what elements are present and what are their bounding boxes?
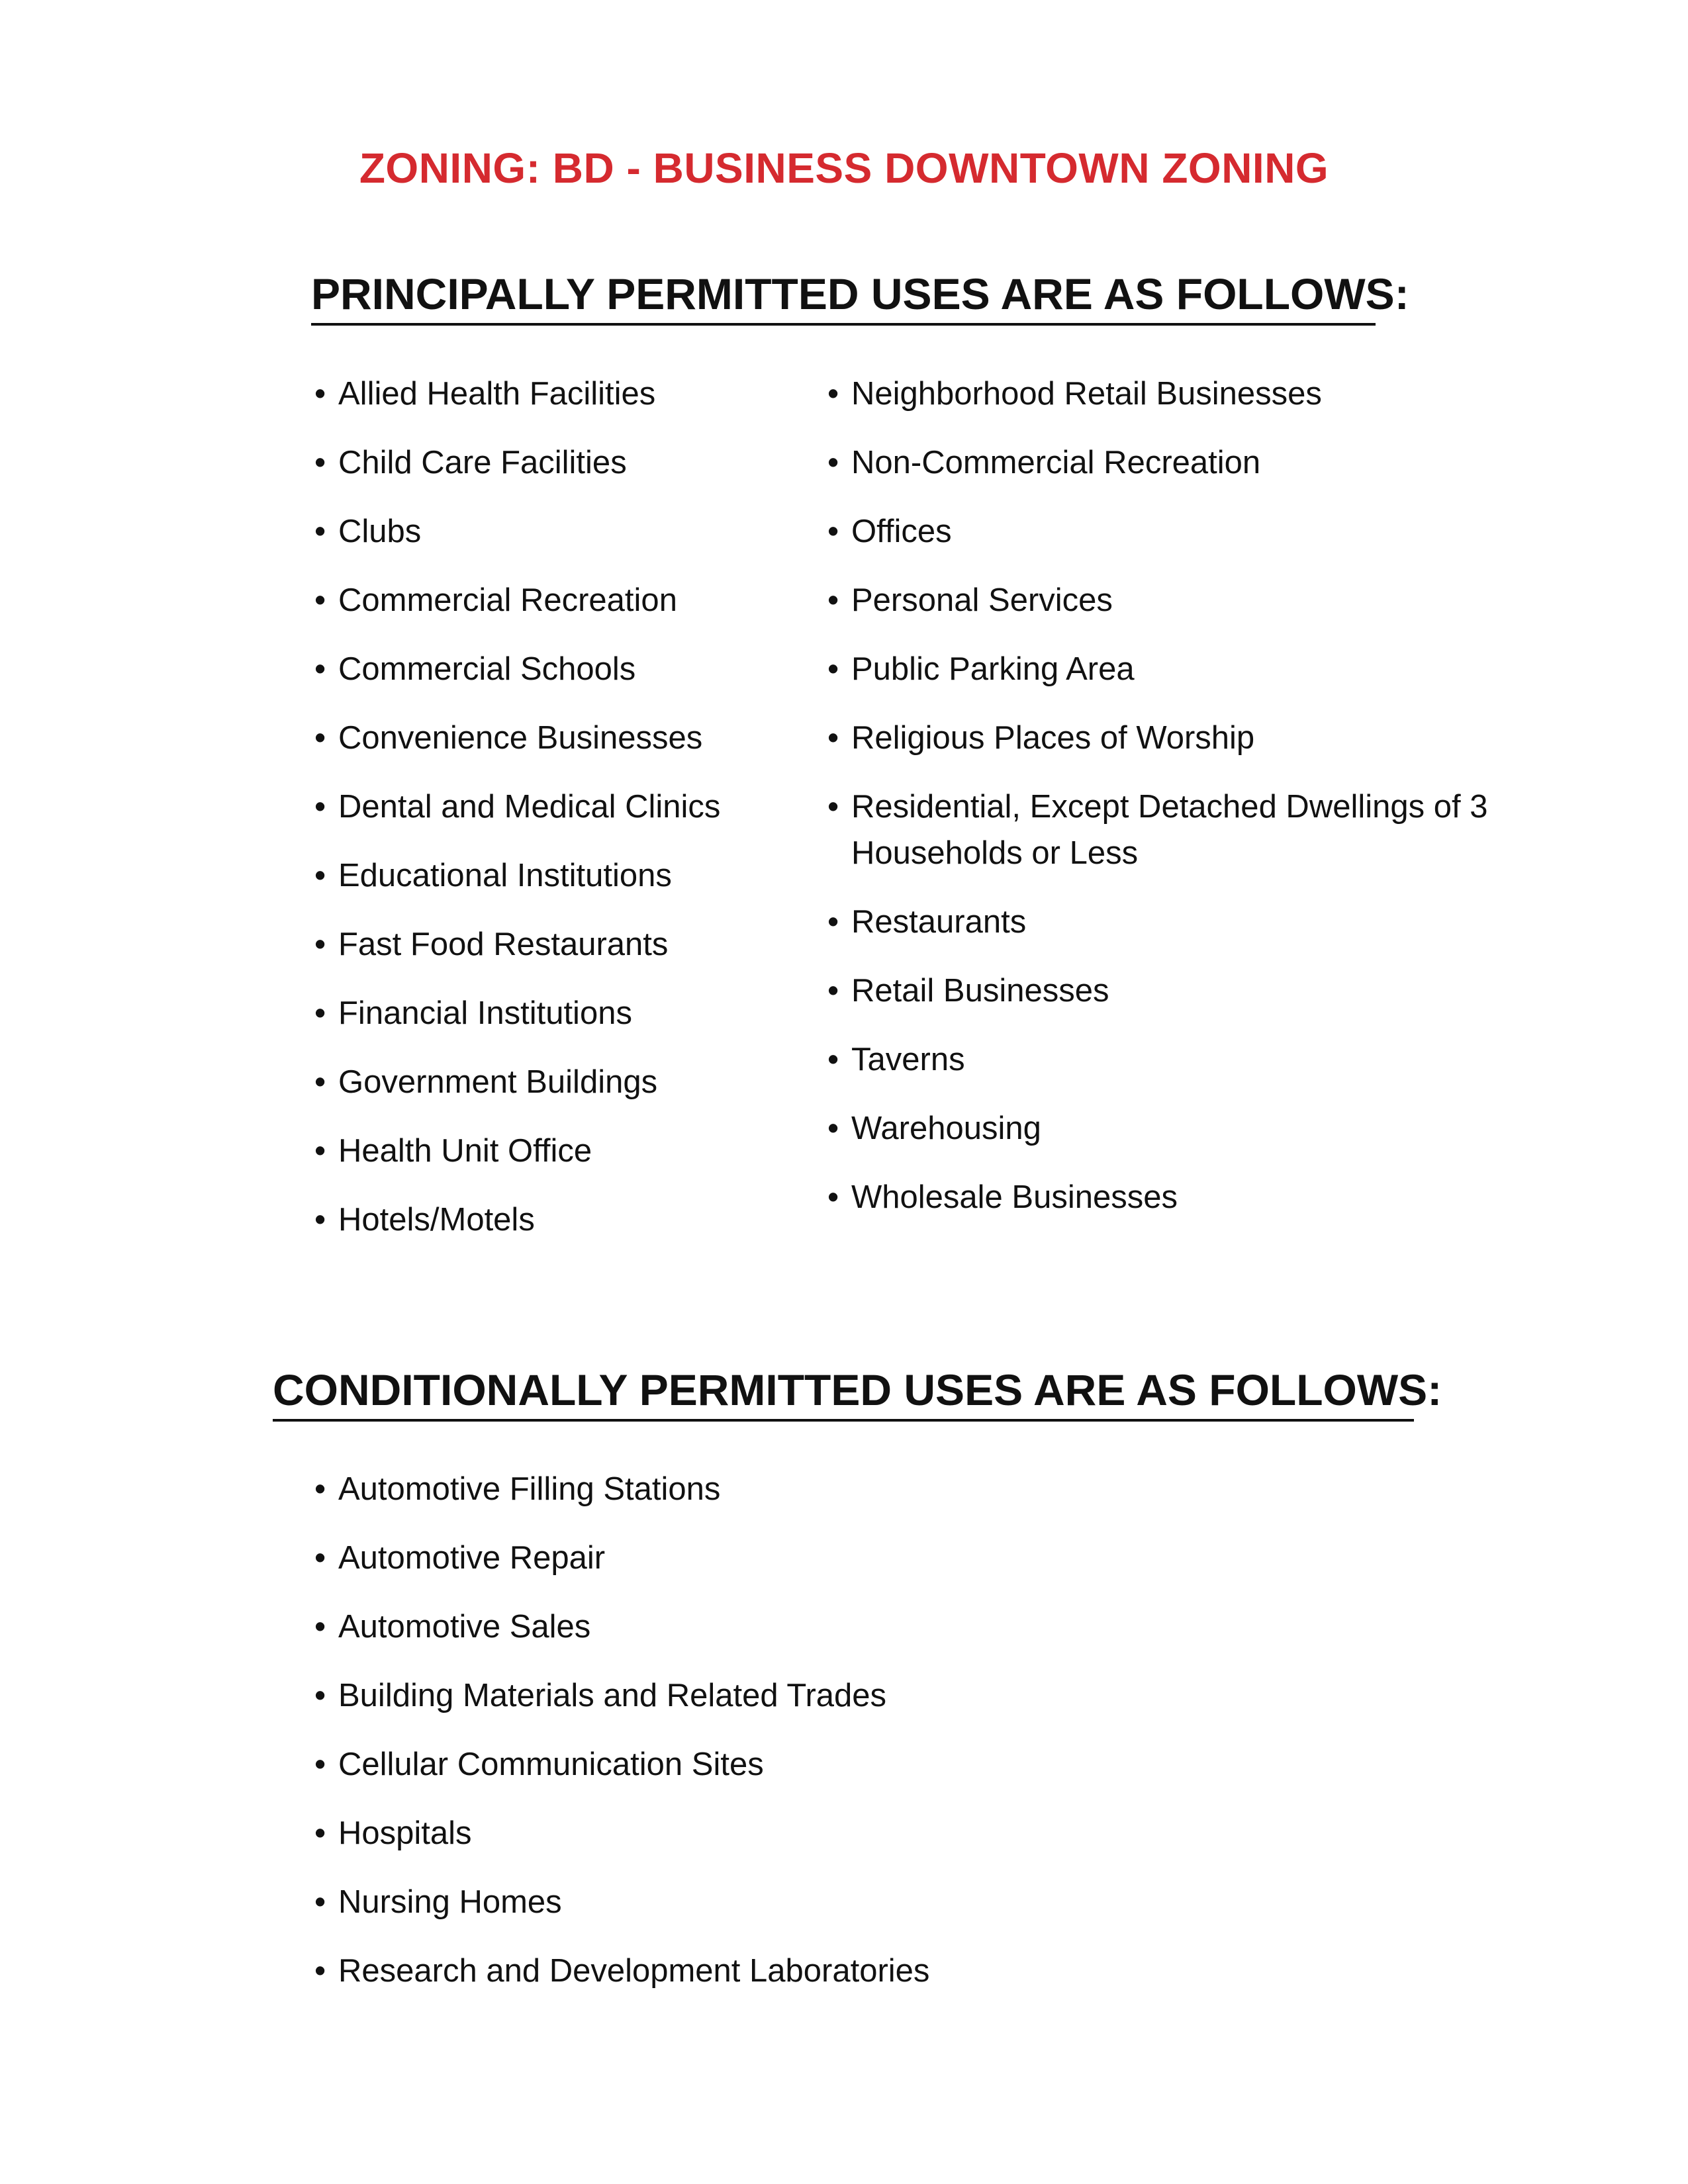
list-item: • Financial Institutions: [314, 990, 804, 1036]
bullet-icon: •: [827, 445, 839, 480]
list-item: • Automotive Sales: [314, 1604, 1109, 1650]
bullet-icon: •: [314, 927, 326, 962]
page-title: ZONING: BD - BUSINESS DOWNTOWN ZONING: [359, 144, 1329, 192]
list-item: • Offices: [827, 508, 1489, 555]
list-item: • Warehousing: [827, 1105, 1489, 1152]
bullet-icon: •: [314, 445, 326, 480]
list-item: • Building Materials and Related Trades: [314, 1672, 1109, 1719]
bullet-icon: •: [827, 973, 839, 1009]
list-item: • Child Care Facilities: [314, 439, 804, 486]
list-item: • Residential, Except Detached Dwellings of 3 Households or Less: [827, 784, 1489, 876]
bullet-icon: •: [827, 904, 839, 940]
list-item: • Fast Food Restaurants: [314, 921, 804, 968]
bullet-icon: •: [314, 582, 326, 618]
bullet-icon: •: [314, 1747, 326, 1782]
bullet-icon: •: [314, 1678, 326, 1713]
list-item: • Hospitals: [314, 1810, 1109, 1856]
conditional-uses-list: [314, 1466, 1109, 2017]
bullet-icon: •: [827, 651, 839, 687]
list-item: • Restaurants: [827, 899, 1489, 945]
list-item: • Automotive Repair: [314, 1535, 1109, 1581]
bullet-icon: •: [314, 789, 326, 825]
list-item: • Research and Development Laboratories: [314, 1948, 1109, 1994]
bullet-icon: •: [314, 1133, 326, 1169]
bullet-icon: •: [827, 720, 839, 756]
bullet-icon: •: [314, 514, 326, 549]
bullet-icon: •: [314, 858, 326, 893]
list-item: • Wholesale Businesses: [827, 1174, 1489, 1220]
bullet-icon: •: [314, 1540, 326, 1576]
bullet-icon: •: [314, 1471, 326, 1507]
bullet-icon: •: [827, 376, 839, 412]
list-item: • Retail Businesses: [827, 968, 1489, 1014]
bullet-icon: •: [827, 1111, 839, 1146]
list-item: • Clubs: [314, 508, 804, 555]
principal-uses-right-list: [827, 371, 1489, 1243]
list-item: • Automotive Filling Stations: [314, 1466, 1109, 1512]
bullet-icon: •: [314, 1884, 326, 1920]
bullet-icon: •: [314, 376, 326, 412]
bullet-icon: •: [314, 720, 326, 756]
principal-uses-heading: PRINCIPALLY PERMITTED USES ARE AS FOLLOWS:: [311, 267, 1376, 326]
bullet-icon: •: [314, 1202, 326, 1238]
list-item: • Non-Commercial Recreation: [827, 439, 1489, 486]
list-item: • Hotels/Motels: [314, 1197, 804, 1243]
list-item: • Neighborhood Retail Businesses: [827, 371, 1489, 417]
list-item: • Nursing Homes: [314, 1879, 1109, 1925]
principal-uses-left-list: [314, 371, 804, 1265]
bullet-icon: •: [314, 1815, 326, 1851]
bullet-icon: •: [314, 651, 326, 687]
bullet-icon: •: [827, 582, 839, 618]
list-item: • Personal Services: [827, 577, 1489, 623]
list-item: • Educational Institutions: [314, 852, 804, 899]
list-item: • Dental and Medical Clinics: [314, 784, 804, 830]
bullet-icon: •: [827, 789, 839, 825]
list-item: • Commercial Recreation: [314, 577, 804, 623]
bullet-icon: •: [827, 1042, 839, 1077]
list-item: • Commercial Schools: [314, 646, 804, 692]
list-item: • Convenience Businesses: [314, 715, 804, 761]
bullet-icon: •: [314, 1953, 326, 1989]
list-item: • Cellular Communication Sites: [314, 1741, 1109, 1788]
bullet-icon: •: [827, 514, 839, 549]
list-item: • Public Parking Area: [827, 646, 1489, 692]
list-item: • Health Unit Office: [314, 1128, 804, 1174]
bullet-icon: •: [827, 1179, 839, 1215]
bullet-icon: •: [314, 1064, 326, 1100]
list-item: • Government Buildings: [314, 1059, 804, 1105]
bullet-icon: •: [314, 995, 326, 1031]
conditional-uses-heading: CONDITIONALLY PERMITTED USES ARE AS FOLLOWS:: [273, 1363, 1414, 1422]
list-item: • Taverns: [827, 1036, 1489, 1083]
list-item: • Allied Health Facilities: [314, 371, 804, 417]
bullet-icon: •: [314, 1609, 326, 1645]
list-item: • Religious Places of Worship: [827, 715, 1489, 761]
